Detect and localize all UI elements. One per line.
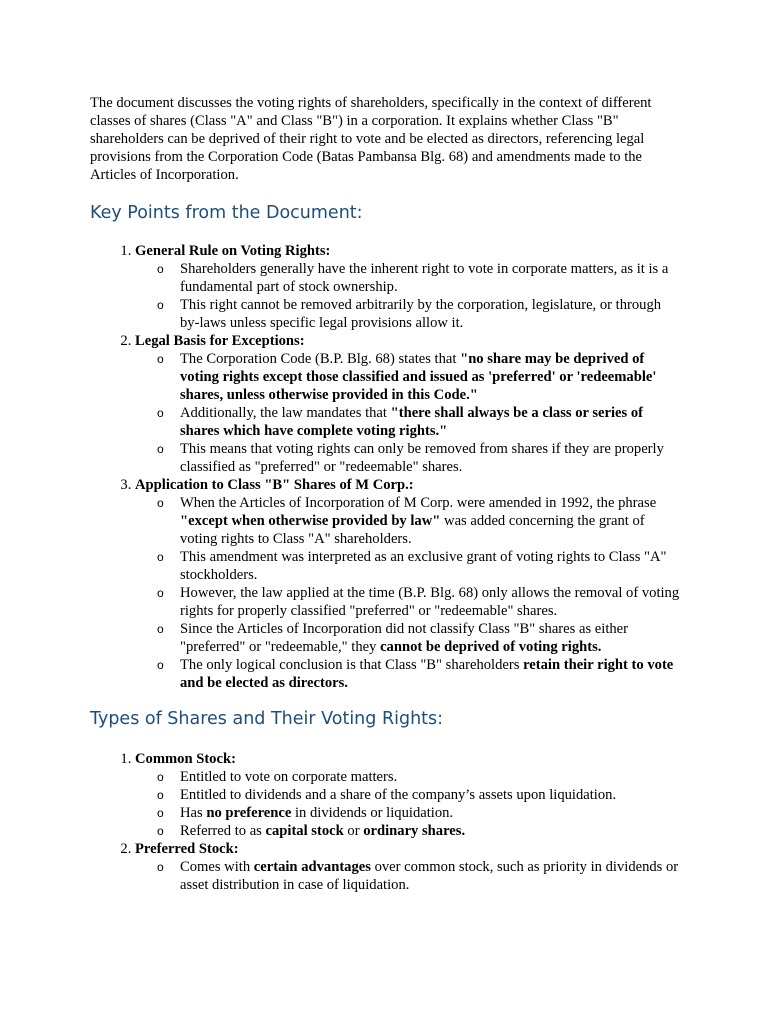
bullet-item: o This means that voting rights can only be removed from shares if they are properly classified as "preferred" or "redeemable" shares. bbox=[180, 440, 680, 476]
bullet-item: o Since the Articles of Incorporation did not classify Class "B" shares as either "preferred" or "redeemable," they cannot be deprived of voting rights. bbox=[180, 620, 680, 656]
sub-list bbox=[135, 494, 680, 692]
item-title: Common Stock: bbox=[135, 751, 236, 767]
item-title: Application to Class "B" Shares of M Corp.: bbox=[135, 477, 414, 493]
bullet-item: o The only logical conclusion is that Class "B" shareholders retain their right to vote and be elected as directors. bbox=[180, 656, 680, 692]
bullet-item: o When the Articles of Incorporation of M Corp. were amended in 1992, the phrase "except when otherwise provided by law" was added concerning the grant of voting rights to Class "A" shareholders. bbox=[180, 494, 680, 548]
list-item bbox=[135, 332, 680, 476]
section-heading-types-of-shares: Types of Shares and Their Voting Rights: bbox=[90, 709, 444, 729]
list-item bbox=[135, 242, 680, 332]
list-item bbox=[135, 840, 680, 894]
bullet-item: o The Corporation Code (B.P. Blg. 68) states that "no share may be deprived of voting rights except those classified and issued as 'preferred' or 'redeemable' shares, unless otherwise provided in this Code." bbox=[180, 350, 680, 404]
bullet-item: o However, the law applied at the time (B.P. Blg. 68) only allows the removal of voting rights for properly classified "preferred" or "redeemable" shares. bbox=[180, 584, 680, 620]
intro-paragraph: The document discusses the voting rights of shareholders, specifically in the context of different classes of shares (Class "A" and Class "B") in a corporation. It explains whether Class "B" shareholders can be deprived of their right to vote and be elected as directors, referencing legal provisions from the Corporation Code (Batas Pambansa Blg. 68) and amendments made to the Articles of Incorporation. bbox=[90, 95, 652, 183]
item-title: General Rule on Voting Rights: bbox=[135, 243, 331, 259]
item-title: Preferred Stock: bbox=[135, 841, 239, 857]
bullet-item: o This right cannot be removed arbitrarily by the corporation, legislature, or through by-laws unless specific legal provisions allow it. bbox=[180, 296, 680, 332]
key-points-list bbox=[90, 242, 680, 692]
list-item bbox=[135, 750, 680, 840]
sub-list bbox=[135, 858, 680, 894]
bullet-item: o Entitled to vote on corporate matters. bbox=[180, 768, 680, 786]
bullet-item: o Entitled to dividends and a share of the company’s assets upon liquidation. bbox=[180, 786, 680, 804]
types-list bbox=[90, 750, 680, 894]
bullet-item: o Referred to as capital stock or ordinary shares. bbox=[180, 822, 680, 840]
bullet-item: o Comes with certain advantages over common stock, such as priority in dividends or asset distribution in case of liquidation. bbox=[180, 858, 680, 894]
sub-list bbox=[135, 768, 680, 840]
document-body bbox=[90, 94, 680, 894]
bullet-item: o Shareholders generally have the inherent right to vote in corporate matters, as it is a fundamental part of stock ownership. bbox=[180, 260, 680, 296]
sub-list bbox=[135, 350, 680, 476]
bullet-item: o Additionally, the law mandates that "there shall always be a class or series of shares which have complete voting rights." bbox=[180, 404, 680, 440]
item-title: Legal Basis for Exceptions: bbox=[135, 333, 305, 349]
sub-list bbox=[135, 260, 680, 332]
list-item bbox=[135, 476, 680, 692]
bullet-item: o This amendment was interpreted as an exclusive grant of voting rights to Class "A" stockholders. bbox=[180, 548, 680, 584]
bullet-item: o Has no preference in dividends or liquidation. bbox=[180, 804, 680, 822]
section-heading-key-points: Key Points from the Document: bbox=[90, 203, 363, 223]
